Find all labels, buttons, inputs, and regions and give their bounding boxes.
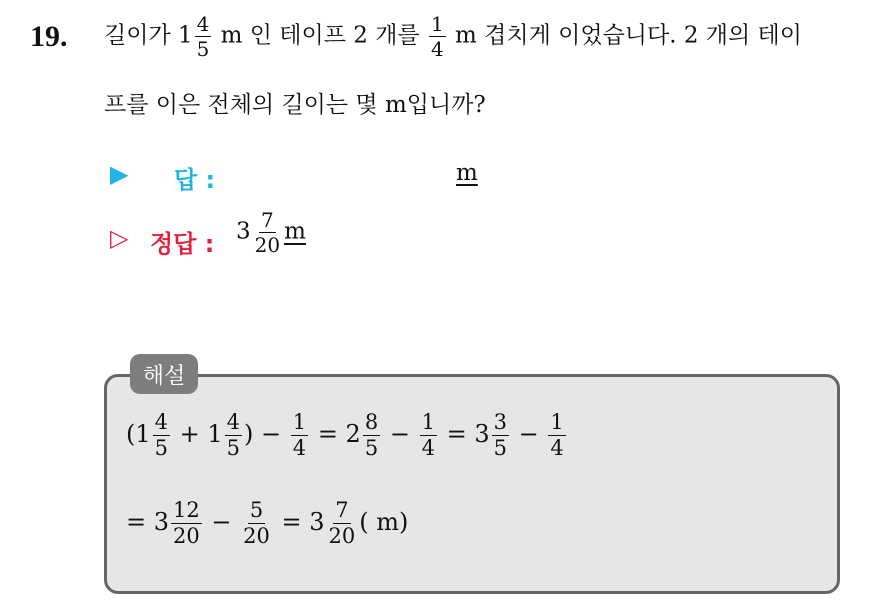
explanation-line-1 (126, 412, 568, 459)
math-text: ) − (244, 420, 282, 448)
fraction (241, 500, 272, 547)
question-line-1 (104, 14, 802, 59)
fraction-denominator: 20 (243, 524, 270, 548)
question-text-part: m 겹치게 이었습니다. 2 개의 테이 (455, 22, 802, 49)
fraction-numerator: 1 (421, 410, 435, 434)
correct-whole: 3 (236, 218, 251, 245)
fraction-numerator: 4 (226, 410, 241, 434)
fraction (225, 412, 242, 459)
fraction-numerator: 7 (335, 498, 349, 522)
question-text-part: 길이가 1 (104, 22, 193, 49)
fraction-denominator: 5 (154, 436, 169, 460)
fraction (253, 210, 282, 255)
math-text: (1 (126, 420, 151, 448)
fraction-numerator: 1 (550, 410, 564, 434)
math-text: ( m) (359, 508, 409, 536)
fraction (195, 14, 212, 59)
fraction-numerator: 5 (249, 498, 264, 522)
correct-unit: m (284, 218, 306, 245)
fraction-numerator: 12 (173, 498, 200, 522)
fraction-denominator: 5 (493, 436, 507, 460)
math-text: = 3 (446, 420, 490, 448)
explanation-box (104, 374, 840, 594)
fraction-denominator: 5 (364, 436, 379, 460)
fraction-denominator: 20 (328, 524, 356, 548)
correct-marker-icon: ▷ (110, 224, 129, 252)
correct-answer-value (236, 210, 306, 255)
answer-marker-icon: ▶ (110, 160, 129, 188)
math-text: − (389, 420, 410, 448)
explanation-line-2 (126, 500, 408, 547)
fraction (171, 500, 202, 547)
fraction-numerator: 3 (493, 410, 507, 434)
math-text: − (518, 420, 539, 448)
fraction (153, 412, 170, 459)
answer-label: 답 : (174, 166, 216, 194)
fraction-numerator: 1 (430, 12, 444, 36)
question-text-part: m 인 테이프 2 개를 (220, 22, 420, 49)
math-text: = 3 (126, 508, 170, 536)
fraction-denominator: 20 (173, 524, 200, 548)
fraction (363, 412, 380, 459)
fraction (429, 14, 446, 59)
fraction (420, 412, 437, 459)
fraction-numerator: 7 (261, 208, 274, 232)
fraction-denominator: 20 (254, 233, 281, 257)
fraction-numerator: 1 (292, 410, 307, 434)
question-line-2: 프를 이은 전체의 길이는 몇 m입니까? (104, 92, 486, 118)
fraction (492, 412, 509, 459)
math-text: = 2 (317, 420, 361, 448)
explanation-tag: 해설 (130, 354, 198, 394)
fraction-numerator: 4 (196, 12, 210, 36)
fraction-denominator: 4 (550, 436, 564, 460)
answer-unit: m (456, 160, 478, 186)
math-text: + 1 (179, 420, 223, 448)
fraction (291, 412, 308, 459)
math-text: − (211, 508, 232, 536)
fraction-denominator: 4 (292, 436, 307, 460)
fraction-denominator: 4 (421, 436, 435, 460)
fraction-denominator: 5 (226, 436, 241, 460)
fraction (548, 412, 565, 459)
fraction (327, 500, 358, 547)
math-text: = 3 (281, 508, 325, 536)
fraction-denominator: 4 (430, 37, 444, 61)
fraction-numerator: 8 (364, 410, 379, 434)
fraction-denominator: 5 (196, 37, 210, 61)
fraction-numerator: 4 (154, 410, 169, 434)
question-number: 19. (30, 20, 68, 53)
correct-label: 정답 : (150, 230, 215, 258)
